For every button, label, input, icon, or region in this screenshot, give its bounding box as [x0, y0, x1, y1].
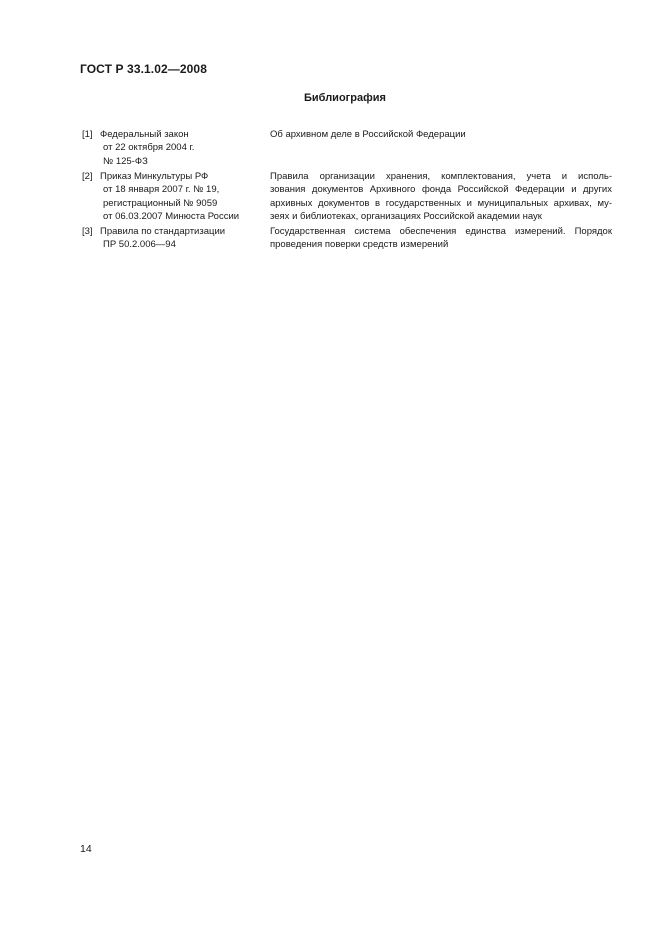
- entry-title: [270, 170, 612, 223]
- title-line: Правила организации хранения, комплектования, учета и исполь-: [270, 171, 612, 182]
- bibliography-entry-3: [82, 225, 612, 253]
- page-number: 14: [80, 843, 92, 855]
- entry-number: [3]: [82, 226, 93, 237]
- source-line: Правила по стандартизации: [100, 226, 226, 237]
- title-line: Государственная система обеспечения единства измерений. Порядок: [270, 226, 612, 237]
- title-line: зеях и библиотеках, организациях Российской академии наук: [270, 210, 542, 222]
- entry-number: [2]: [82, 171, 93, 182]
- bibliography-entry-1: [82, 128, 612, 168]
- entry-source: [100, 170, 270, 223]
- entry-title: [270, 128, 612, 141]
- source-line: ПР 50.2.006—94: [103, 239, 176, 251]
- entry-source: [100, 128, 270, 168]
- entry-source: [100, 225, 270, 252]
- section-title: Библиография: [304, 92, 386, 104]
- bibliography-entry-2: [82, 170, 612, 224]
- title-line: зования документов Архивного фонда Российской Федерации и других: [270, 184, 612, 196]
- entry-number: [1]: [82, 129, 93, 140]
- source-line: № 125-ФЗ: [103, 155, 148, 167]
- source-line: Федеральный закон: [100, 129, 189, 140]
- source-line: от 22 октября 2004 г.: [103, 142, 195, 154]
- source-line: регистрационный № 9059: [103, 197, 218, 209]
- entry-title: [270, 225, 612, 252]
- source-line: от 06.03.2007 Минюста России: [103, 210, 240, 222]
- title-line: проведения поверки средств измерений: [270, 239, 449, 251]
- title-line: архивных документов в государственных и муниципальных архивах, му-: [270, 197, 612, 209]
- title-line: Об архивном деле в Российской Федерации: [270, 129, 466, 140]
- document-code: ГОСТ Р 33.1.02—2008: [80, 62, 207, 76]
- source-line: от 18 января 2007 г. № 19,: [103, 184, 220, 196]
- source-line: Приказ Минкультуры РФ: [100, 171, 209, 182]
